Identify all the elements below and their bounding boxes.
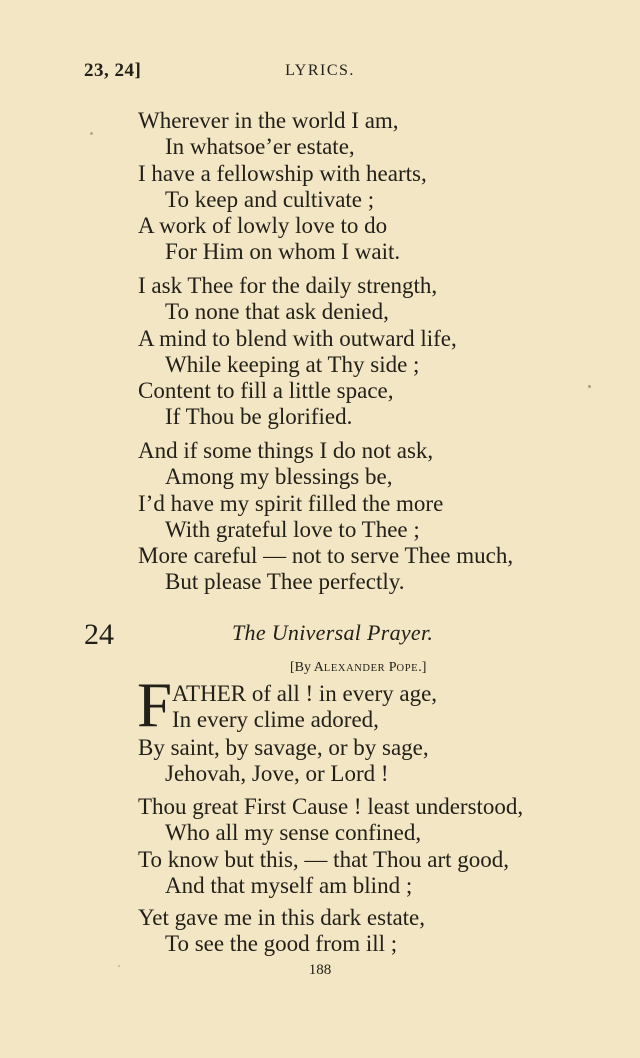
verse-line: Thou great First Cause ! least understood, [138, 794, 524, 819]
stanza-23-2 [138, 273, 608, 431]
verse-line: Jehovah, Jove, or Lord ! [165, 761, 389, 787]
verse-line: For Him on whom I wait. [165, 239, 401, 265]
verse-line: Who all my sense confined, [165, 820, 422, 846]
verse-line: And if some things I do not ask, [138, 438, 434, 463]
stanza-23-1 [138, 108, 608, 266]
hymn-range: 23, 24] [84, 60, 142, 81]
verse-line: But please Thee perfectly. [165, 569, 405, 595]
verse-line: While keeping at Thy side ; [165, 351, 420, 377]
verse-line: Content to fill a little space, [138, 378, 394, 404]
drop-cap: F [137, 670, 173, 740]
stanza-24-3 [138, 905, 608, 958]
stanza-24-2 [138, 794, 608, 899]
verse-line: If Thou be glorified. [165, 404, 353, 430]
verse-line: I’d have my spirit filled the more [138, 490, 444, 516]
verse-line: To keep and cultivate ; [165, 186, 375, 212]
hymn-title: The Universal Prayer. [232, 620, 434, 645]
verse-line: To none that ask denied, [165, 299, 389, 325]
page-number: 188 [308, 962, 332, 978]
verse-line: Among my blessings be, [165, 464, 393, 490]
verse-line: A mind to blend with outward life, [138, 325, 457, 351]
paper-speck [588, 385, 591, 388]
verse-line: ATHER of all ! in every age, [172, 681, 438, 706]
verse-line: Wherever in the world I am, [138, 108, 399, 133]
verse-line: To see the good from ill ; [165, 931, 398, 957]
verse-line: I ask Thee for the daily strength, [138, 273, 438, 298]
paper-speck [118, 965, 120, 967]
stanza-23-3 [138, 438, 608, 596]
running-header [84, 60, 556, 86]
hymn-number: 24 [84, 618, 114, 651]
stanza-24-1-close [138, 735, 608, 788]
section-title: LYRICS. [285, 62, 355, 79]
verse-line: In every clime adored, [172, 707, 379, 733]
stanza-24-1-opening [172, 681, 612, 734]
hymn-attribution: [By ALEXANDER POPE.] [290, 660, 427, 675]
verse-line: To know but this, — that Thou art good, [138, 846, 510, 872]
verse-line: Yet gave me in this dark estate, [138, 905, 426, 930]
verse-line: By saint, by savage, or by sage, [138, 735, 429, 760]
verse-line: I have a fellowship with hearts, [138, 160, 427, 186]
verse-line: In whatsoe’er estate, [165, 134, 355, 160]
verse-line: A work of lowly love to do [138, 213, 388, 239]
verse-line: More careful — not to serve Thee much, [138, 543, 514, 569]
verse-line: And that myself am blind ; [165, 872, 413, 898]
paper-speck [90, 132, 93, 135]
verse-line: With grateful love to Thee ; [165, 516, 420, 542]
